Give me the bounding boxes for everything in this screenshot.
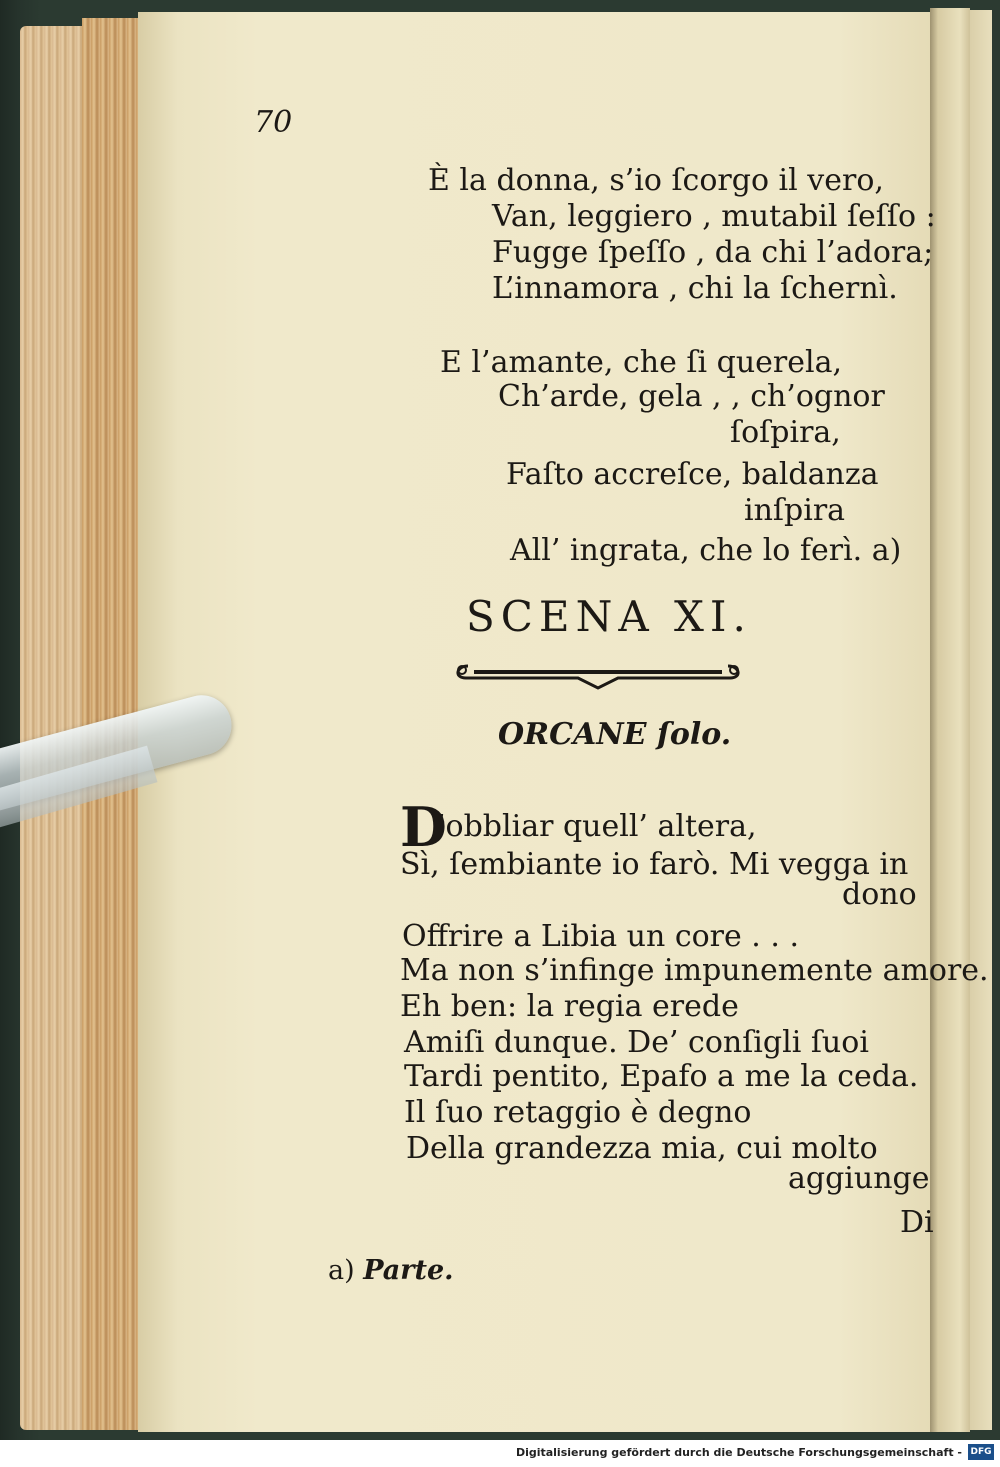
verse1-line: Fugge ſpeſſo , da chi l’adora; <box>492 235 934 270</box>
page-right-edge <box>930 8 970 1432</box>
verse2-line: E l’amante, che ſi querela, <box>440 345 843 380</box>
character-name: ORCANE ſolo. <box>498 717 732 752</box>
dfg-logo: DFG <box>968 1444 994 1460</box>
ornament-divider <box>448 648 748 694</box>
page-number: 70 <box>254 105 293 140</box>
speech-line: aggiunge <box>788 1161 930 1196</box>
verse1-line: L’innamora , chi la ſchernì. <box>492 271 898 306</box>
verse2-line: Faſto accreſce, baldanza <box>506 457 879 492</box>
verse1-line: Van, leggiero , mutabil ſeſſo : <box>492 199 936 234</box>
verse2-line: ſoſpira, <box>730 415 841 450</box>
verse2-line: inſpira <box>744 493 846 528</box>
drop-cap: D <box>400 795 447 859</box>
speech-line: ’obbliar quell’ altera, <box>436 809 757 844</box>
funding-credit: Digitalisierung gefördert durch die Deutsche Forschungsgemeinschaft - <box>515 1446 962 1459</box>
footnote <box>328 1254 454 1288</box>
speech-line: Offrire a Libia un core . . . <box>402 919 799 954</box>
speech-line: Il ſuo retaggio è degno <box>404 1095 752 1130</box>
speech-line: Della grandezza mia, cui molto <box>406 1131 878 1166</box>
speech-line: dono <box>842 877 917 912</box>
verse2-line: All’ ingrata, che lo ferì. a) <box>510 533 902 568</box>
speech-line: Amiſi dunque. De’ conſigli ſuoi <box>404 1025 869 1060</box>
speech-line: Sì, ſembiante io farò. Mi vegga in <box>400 847 909 882</box>
speech-line: Eh ben: la regia erede <box>400 989 739 1024</box>
speech-line: Ma non s’infinge impunemente amore. <box>400 953 989 988</box>
footnote-marker: a) <box>328 1255 355 1286</box>
scene-title: SCENA XI. <box>466 592 752 641</box>
verse1-line: È la donna, s’io ſcorgo il vero, <box>428 163 884 198</box>
footnote-text: Parte. <box>363 1255 454 1286</box>
verse2-line: Ch’arde, gela , , ch’ognor <box>498 379 885 414</box>
catchword: Di <box>900 1205 934 1240</box>
speech-line: Tardi pentito, Epafo a me la ceda. <box>404 1059 919 1094</box>
